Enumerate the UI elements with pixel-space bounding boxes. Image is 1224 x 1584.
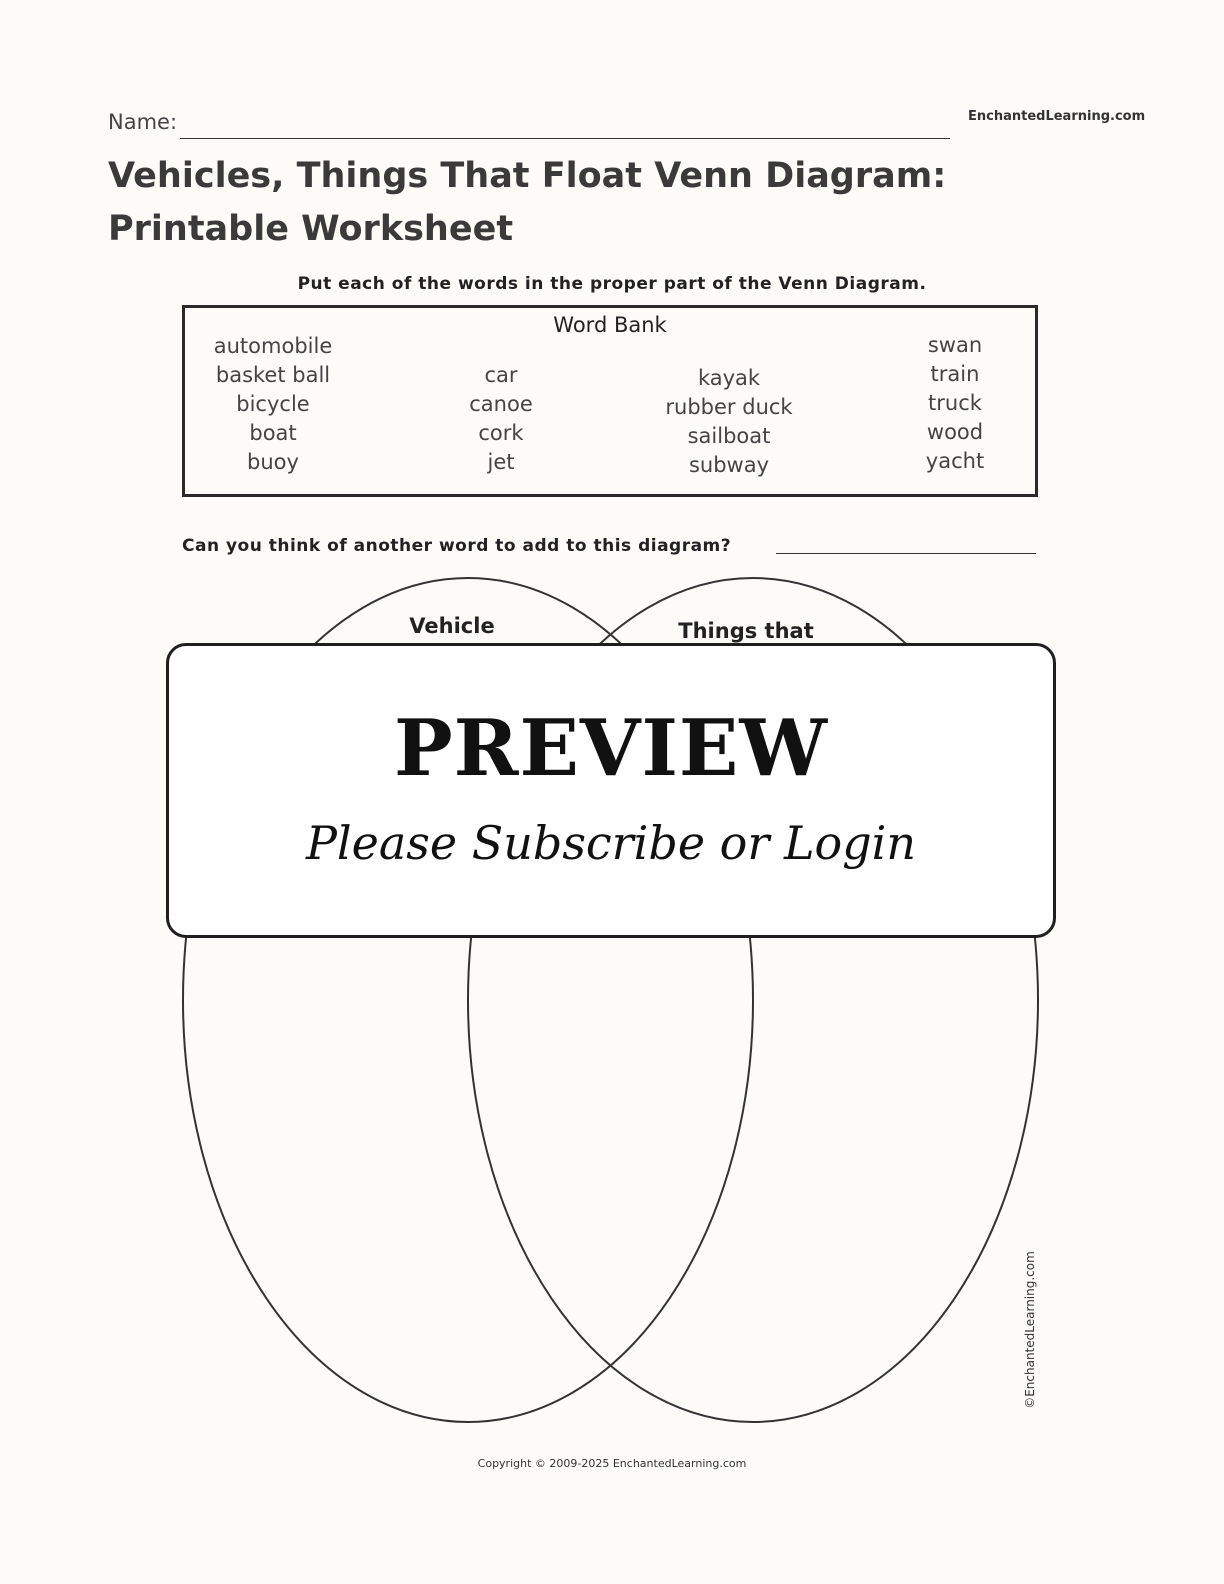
word-item: cork: [478, 421, 524, 445]
word-item: swan: [927, 333, 983, 357]
word-item: car: [484, 363, 518, 387]
word-item: sailboat: [687, 424, 771, 448]
word-item: basket ball: [215, 363, 331, 387]
word-item: rubber duck: [665, 395, 793, 419]
preview-title: PREVIEW: [394, 703, 828, 794]
word-item: train: [930, 362, 980, 386]
preview-overlay[interactable]: [166, 643, 1056, 938]
word-item: automobile: [213, 334, 333, 358]
word-item: subway: [688, 453, 770, 477]
word-bank-title: Word Bank: [553, 313, 667, 337]
word-item: truck: [928, 391, 982, 415]
venn-right-label: Things that: [678, 619, 814, 643]
word-item: boat: [249, 421, 297, 445]
vertical-credit: ©EnchantedLearning.com: [1023, 1251, 1037, 1409]
word-item: kayak: [697, 366, 761, 390]
word-item: jet: [487, 450, 515, 474]
word-item: wood: [926, 420, 984, 444]
word-item: canoe: [469, 392, 533, 416]
name-label: Name:: [108, 110, 178, 134]
extra-word-prompt: Can you think of another word to add to this diagram?: [182, 536, 732, 556]
word-item: yacht: [925, 449, 985, 473]
copyright-footer: Copyright © 2009-2025 EnchantedLearning.com: [477, 1457, 747, 1470]
page-title: Vehicles, Things That Float Venn Diagram: Printable Worksheet: [108, 156, 947, 249]
word-item: buoy: [247, 450, 299, 474]
subscribe-login-link[interactable]: Please Subscribe or Login: [305, 816, 917, 870]
venn-left-label: Vehicle: [409, 614, 495, 638]
word-item: bicycle: [236, 392, 310, 416]
instruction-text: Put each of the words in the proper part of the Venn Diagram.: [297, 274, 927, 294]
site-link[interactable]: EnchantedLearning.com: [968, 109, 1146, 124]
